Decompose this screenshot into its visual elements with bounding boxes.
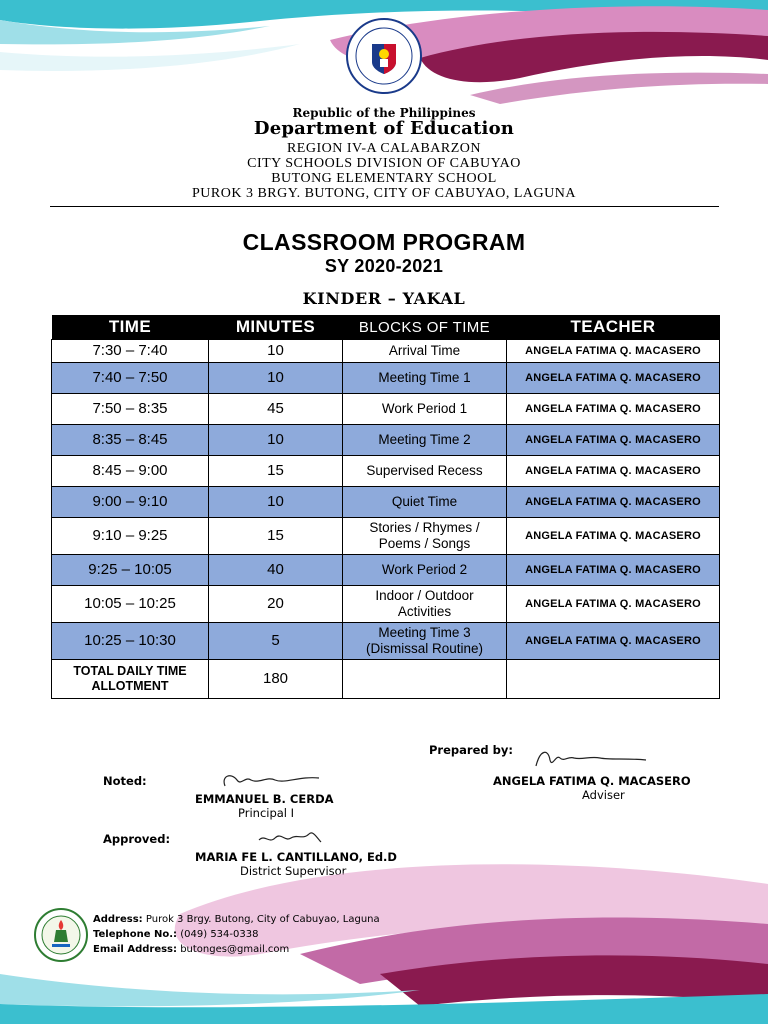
division-line: CITY SCHOOLS DIVISION OF CABUYAO: [247, 156, 521, 171]
noted-label: Noted:: [103, 774, 147, 788]
minutes-cell: 5: [209, 623, 343, 660]
table-header-row: [52, 315, 720, 340]
teacher-cell: ANGELA FATIMA Q. MACASERO: [507, 586, 720, 623]
minutes-cell: 15: [209, 518, 343, 555]
school-seal-logo: [34, 908, 88, 962]
footer-email: Email Address: butonges@gmail.com: [93, 944, 290, 955]
minutes-cell: 15: [209, 456, 343, 487]
total-minutes: 180: [209, 660, 343, 699]
teacher-cell: ANGELA FATIMA Q. MACASERO: [507, 340, 720, 363]
block-cell: Meeting Time 1: [343, 363, 507, 394]
time-cell: 10:25 – 10:30: [52, 623, 209, 660]
block-cell: Indoor / Outdoor Activities: [343, 586, 507, 623]
minutes-cell: 10: [209, 340, 343, 363]
block-cell: Work Period 1: [343, 394, 507, 425]
minutes-cell: 10: [209, 487, 343, 518]
time-cell: 7:40 – 7:50: [52, 363, 209, 394]
school-line: BUTONG ELEMENTARY SCHOOL: [271, 171, 497, 186]
table-row: [52, 586, 720, 623]
block-cell: Meeting Time 2: [343, 425, 507, 456]
minutes-cell: 45: [209, 394, 343, 425]
teacher-cell: ANGELA FATIMA Q. MACASERO: [507, 518, 720, 555]
approved-name: MARIA FE L. CANTILLANO, Ed.D: [195, 850, 397, 864]
teacher-cell: ANGELA FATIMA Q. MACASERO: [507, 623, 720, 660]
col-header-teacher: TEACHER: [507, 315, 720, 340]
noted-name: EMMANUEL B. CERDA: [195, 792, 334, 806]
minutes-cell: 10: [209, 425, 343, 456]
col-header-blocks: BLOCKS OF TIME: [343, 315, 507, 340]
teacher-cell: ANGELA FATIMA Q. MACASERO: [507, 363, 720, 394]
col-header-minutes: MINUTES: [209, 315, 343, 340]
header-divider: [50, 206, 719, 207]
noted-role: Principal I: [238, 806, 295, 820]
time-cell: 9:00 – 9:10: [52, 487, 209, 518]
approved-label: Approved:: [103, 832, 171, 846]
table-row: [52, 363, 720, 394]
time-cell: 8:35 – 8:45: [52, 425, 209, 456]
footer-phone: Telephone No.: (049) 534-0338: [93, 929, 259, 940]
col-header-time: TIME: [52, 315, 209, 340]
table-row: [52, 487, 720, 518]
table-row: [52, 394, 720, 425]
table-row: [52, 623, 720, 660]
time-cell: 10:05 – 10:25: [52, 586, 209, 623]
region-line: REGION IV-A CALABARZON: [286, 141, 482, 156]
block-cell: Arrival Time: [343, 340, 507, 363]
block-cell: Quiet Time: [343, 487, 507, 518]
approved-role: District Supervisor: [240, 864, 347, 878]
minutes-cell: 20: [209, 586, 343, 623]
block-cell: Stories / Rhymes / Poems / Songs: [343, 518, 507, 555]
republic-line: Republic of the Philippines: [292, 106, 476, 120]
table-row: [52, 456, 720, 487]
footer-address: Address: Purok 3 Brgy. Butong, City of Cabuyao, Laguna: [93, 914, 380, 925]
total-empty-cell: [343, 660, 507, 699]
school-address-line: PUROK 3 BRGY. BUTONG, CITY OF CABUYAO, LAGUNA: [192, 186, 576, 201]
supervisor-signature: [255, 824, 325, 850]
principal-signature: [215, 768, 325, 794]
minutes-cell: 10: [209, 363, 343, 394]
total-label: TOTAL DAILY TIME ALLOTMENT: [52, 660, 209, 699]
table-row: [52, 425, 720, 456]
teacher-cell: ANGELA FATIMA Q. MACASERO: [507, 394, 720, 425]
total-empty-cell: [507, 660, 720, 699]
teacher-cell: ANGELA FATIMA Q. MACASERO: [507, 487, 720, 518]
teacher-cell: ANGELA FATIMA Q. MACASERO: [507, 425, 720, 456]
time-cell: 8:45 – 9:00: [52, 456, 209, 487]
contact-footer: [93, 912, 380, 957]
time-cell: 9:10 – 9:25: [52, 518, 209, 555]
block-cell: Meeting Time 3 (Dismissal Routine): [343, 623, 507, 660]
schedule-table: [51, 315, 720, 699]
minutes-cell: 40: [209, 555, 343, 586]
class-section: KINDER – YAKAL: [302, 289, 466, 308]
table-row: [52, 518, 720, 555]
block-cell: Work Period 2: [343, 555, 507, 586]
prepared-by-label: Prepared by:: [429, 743, 513, 757]
document-title: CLASSROOM PROGRAM: [242, 229, 526, 255]
table-row: [52, 555, 720, 586]
teacher-cell: ANGELA FATIMA Q. MACASERO: [507, 456, 720, 487]
time-cell: 7:50 – 8:35: [52, 394, 209, 425]
prepared-by-role: Adviser: [582, 788, 625, 802]
teacher-cell: ANGELA FATIMA Q. MACASERO: [507, 555, 720, 586]
block-cell: Supervised Recess: [343, 456, 507, 487]
deped-seal-logo: [346, 18, 422, 94]
adviser-signature: [530, 744, 650, 772]
time-cell: 9:25 – 10:05: [52, 555, 209, 586]
total-row: [52, 660, 720, 699]
time-cell: 7:30 – 7:40: [52, 340, 209, 363]
table-row: [52, 340, 720, 363]
department-name: Department of Education: [253, 118, 515, 139]
prepared-by-name: ANGELA FATIMA Q. MACASERO: [493, 774, 691, 788]
school-year: SY 2020-2021: [324, 256, 444, 276]
